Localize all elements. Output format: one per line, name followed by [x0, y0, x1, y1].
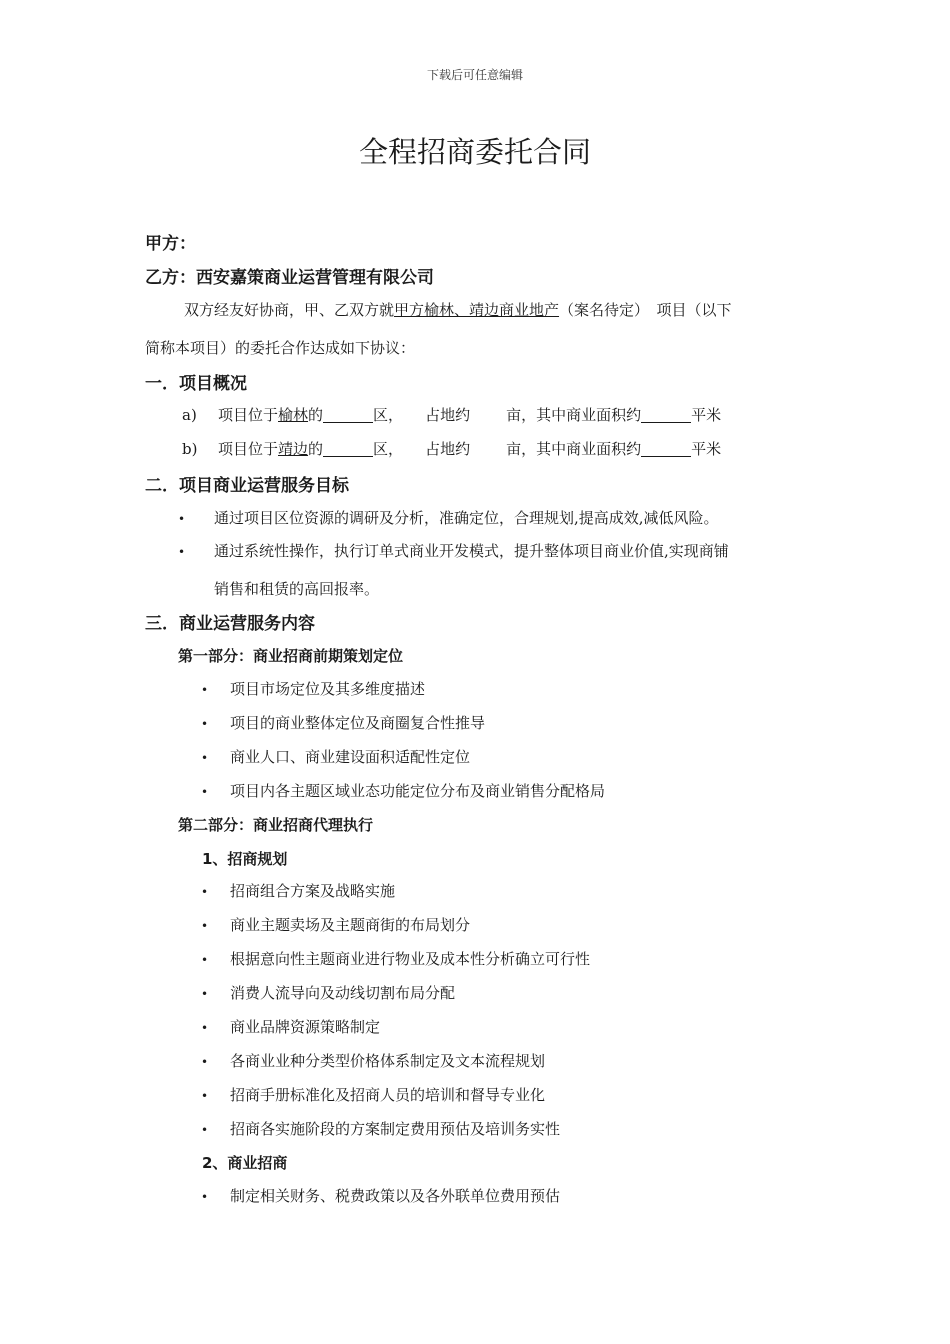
bullet-icon: • — [201, 953, 209, 967]
list-item-text: 制定相关财务、税费政策以及各外联单位费用预估 — [230, 1187, 561, 1205]
section1-heading: 一．项目概况 — [145, 374, 247, 394]
list-item-text: 项目的商业整体定位及商圈复合性推导 — [230, 714, 486, 732]
blank-field — [323, 441, 373, 457]
intro-text-2: （案名待定） 项目（以下 — [559, 301, 732, 319]
intro-text-1: 双方经友好协商，甲、乙双方就 — [184, 301, 395, 319]
party-b-label: 乙方：西安嘉策商业运营管理有限公司 — [145, 268, 434, 288]
list-item-text: 根据意向性主题商业进行物业及成本性分析确立可行性 — [230, 950, 591, 968]
list-item-text: 各商业业种分类型价格体系制定及文本流程规划 — [230, 1052, 546, 1070]
item-place: 榆林 — [278, 406, 309, 424]
bullet-icon: • — [201, 1190, 209, 1204]
list-item-text: 通过系统性操作，执行订单式商业开发模式，提升整体项目商业价值,实现商铺 — [214, 542, 729, 560]
item-text: 亩，其中商业面积约 — [506, 440, 642, 458]
item-text: 的 — [308, 440, 324, 458]
document-title: 全程招商委托合同 — [358, 135, 591, 169]
sub1-list-item — [201, 880, 395, 901]
part2-sub2-heading: 2、商业招商 — [202, 1154, 288, 1172]
list-item-text: 通过项目区位资源的调研及分析，准确定位，合理规划,提高成效,减低风险。 — [214, 509, 719, 527]
sub1-list-item — [201, 982, 455, 1003]
bullet-icon: • — [201, 1021, 209, 1035]
section2-heading: 二．项目商业运营服务目标 — [145, 476, 349, 496]
item-place: 靖边 — [278, 440, 309, 458]
sub1-list-item — [201, 1050, 545, 1071]
list-item-text: 商业主题卖场及主题商街的布局划分 — [230, 916, 471, 934]
section1-item-a — [182, 404, 721, 425]
section3-heading: 三．商业运营服务内容 — [145, 614, 315, 634]
sub1-list-item — [201, 948, 590, 969]
bullet-icon: • — [201, 987, 209, 1001]
bullet-icon: • — [201, 785, 209, 799]
list-item-text: 消费人流导向及动线切割布局分配 — [230, 984, 456, 1002]
bullet-icon: • — [201, 717, 209, 731]
sub1-list-item — [201, 1084, 545, 1105]
item-text: 占地约 — [425, 406, 471, 424]
bullet-icon: • — [201, 1055, 209, 1069]
part1-list-item — [201, 712, 485, 733]
intro-paragraph-line2: 简称本项目）的委托合作达成如下协议： — [145, 339, 416, 357]
list-item-text: 商业人口、商业建设面积适配性定位 — [230, 748, 471, 766]
page-header-note: 下载后可任意编辑 — [426, 68, 523, 82]
sub1-list-item — [201, 1118, 560, 1139]
part1-heading: 第一部分：商业招商前期策划定位 — [178, 647, 404, 665]
item-text: 区， — [373, 406, 404, 424]
item-text: 亩，其中商业面积约 — [506, 406, 642, 424]
blank-field — [641, 407, 691, 423]
section1-item-b — [182, 438, 721, 459]
section2-list-item — [178, 507, 719, 528]
list-item-text: 商业品牌资源策略制定 — [230, 1018, 381, 1036]
bullet-icon: • — [201, 751, 209, 765]
bullet-icon: • — [201, 1089, 209, 1103]
part1-list-item — [201, 678, 425, 699]
bullet-icon: • — [201, 919, 209, 933]
part2-heading: 第二部分：商业招商代理执行 — [178, 816, 374, 834]
item-text: 项目位于 — [218, 440, 279, 458]
sub1-list-item — [201, 914, 470, 935]
party-a-label: 甲方： — [145, 234, 196, 254]
bullet-icon: • — [201, 885, 209, 899]
list-item-text: 招商手册标准化及招商人员的培训和督导专业化 — [230, 1086, 546, 1104]
item-text: 的 — [308, 406, 324, 424]
item-text: 区， — [373, 440, 404, 458]
section2-list-continuation: 销售和租赁的高回报率。 — [214, 580, 380, 598]
item-marker: a) — [182, 406, 197, 424]
item-text: 占地约 — [425, 440, 471, 458]
item-text: 平米 — [691, 440, 722, 458]
bullet-icon: • — [201, 683, 209, 697]
blank-field — [323, 407, 373, 423]
list-item-text: 招商各实施阶段的方案制定费用预估及培训务实性 — [230, 1120, 561, 1138]
intro-project-name: 甲方榆林、靖边商业地产 — [394, 301, 560, 319]
list-item-text: 项目市场定位及其多维度描述 — [230, 680, 426, 698]
part2-sub1-heading: 1、招商规划 — [202, 850, 288, 868]
item-marker: b) — [182, 440, 198, 458]
list-item-text: 项目内各主题区域业态功能定位分布及商业销售分配格局 — [230, 782, 606, 800]
sub2-list-item — [201, 1185, 560, 1206]
bullet-icon: • — [201, 1123, 209, 1137]
item-text: 平米 — [691, 406, 722, 424]
item-text: 项目位于 — [218, 406, 279, 424]
part1-list-item — [201, 780, 605, 801]
part1-list-item — [201, 746, 470, 767]
bullet-icon: • — [178, 512, 186, 526]
intro-paragraph-line1 — [184, 299, 732, 320]
sub1-list-item — [201, 1016, 380, 1037]
bullet-icon: • — [178, 545, 186, 559]
list-item-text: 招商组合方案及战略实施 — [230, 882, 396, 900]
blank-field — [641, 441, 691, 457]
section2-list-item — [178, 540, 729, 561]
